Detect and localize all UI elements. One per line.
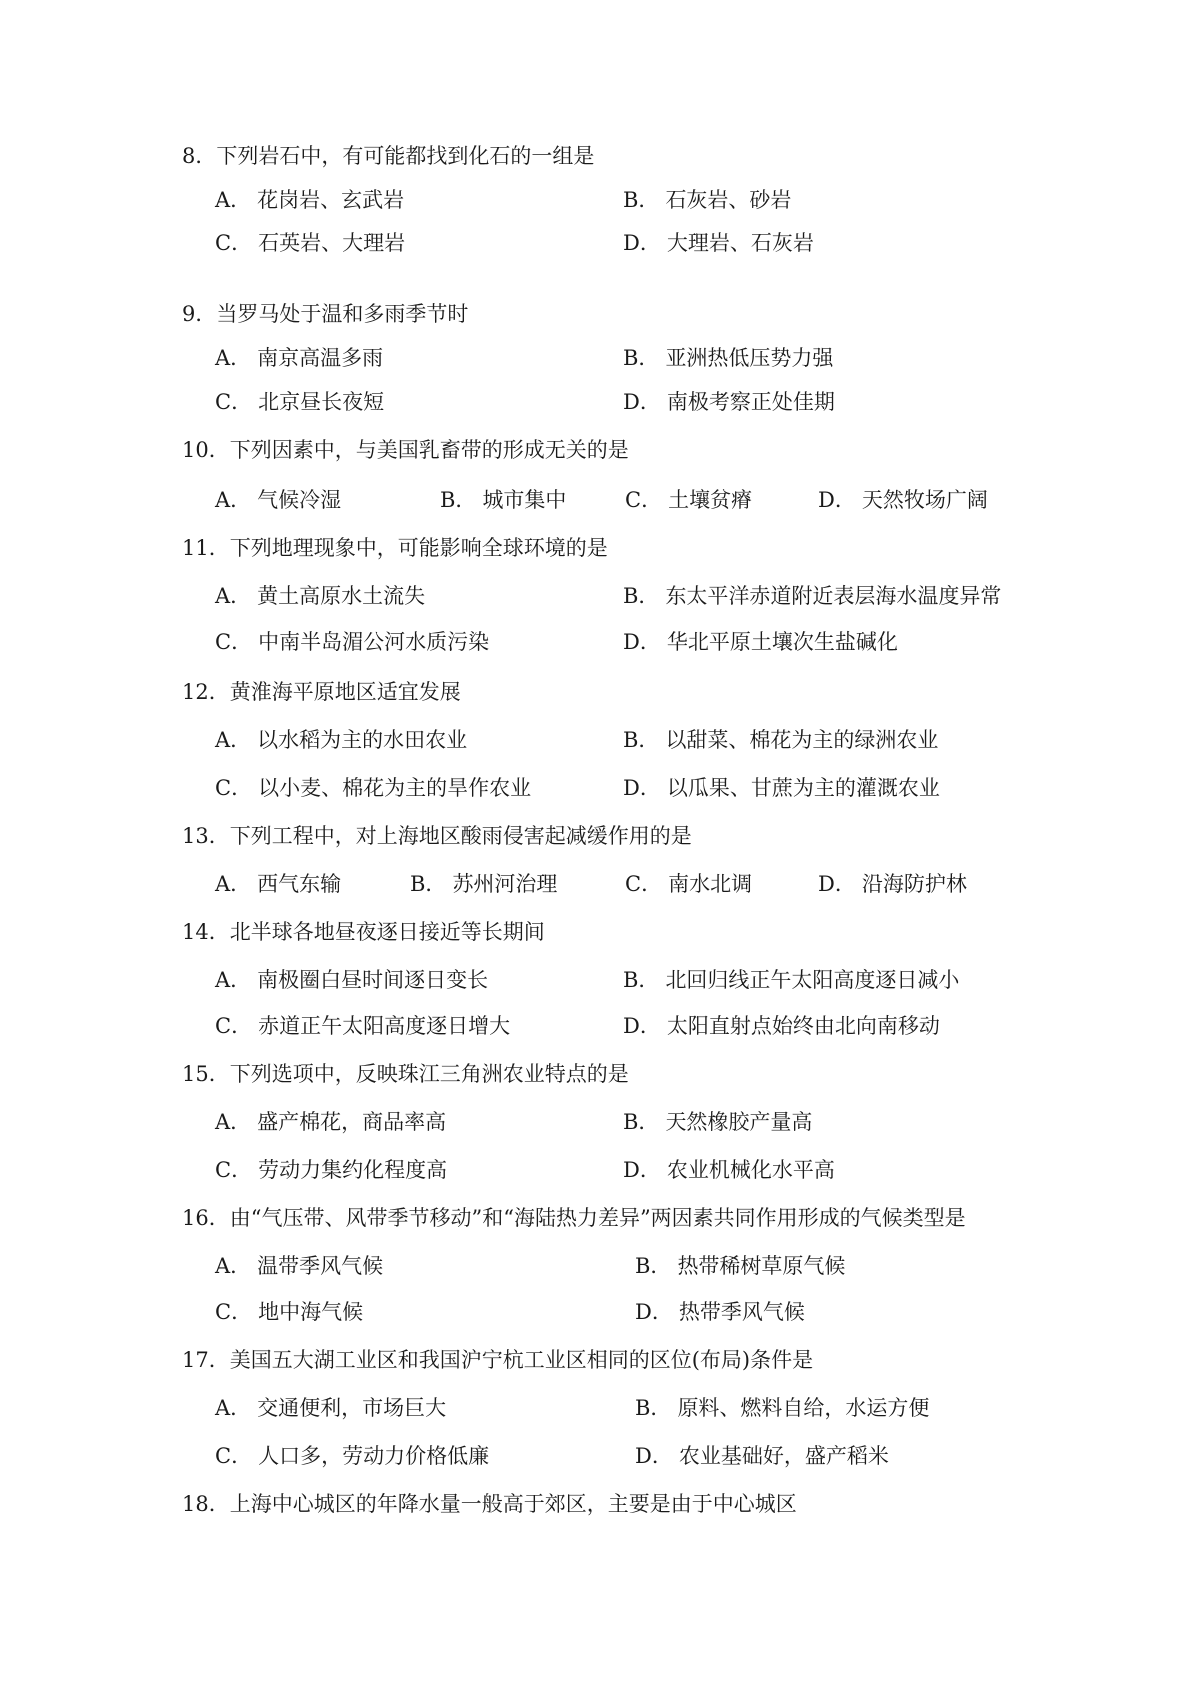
option-label: A．	[215, 488, 252, 512]
question-number: 14．	[182, 920, 230, 944]
question-number: 13．	[182, 824, 230, 848]
option-label: A．	[215, 968, 252, 992]
option-label: A．	[215, 584, 252, 608]
option-text: 大理岩、石灰岩	[666, 231, 814, 255]
option-14c	[215, 1012, 510, 1040]
question-11	[182, 534, 608, 562]
option-text: 太阳直射点始终由北向南移动	[666, 1014, 940, 1038]
question-10	[182, 436, 629, 464]
option-text: 气候冷湿	[257, 488, 342, 512]
option-12c	[215, 774, 531, 802]
option-10d	[818, 486, 988, 514]
option-label: A．	[215, 1396, 252, 1420]
option-10a	[215, 486, 341, 514]
option-13d	[818, 870, 967, 898]
option-text: 以瓜果、甘蔗为主的灌溉农业	[666, 776, 940, 800]
option-label: D．	[818, 872, 856, 896]
option-label: A．	[215, 728, 252, 752]
option-17a	[215, 1394, 446, 1422]
option-text: 以甜菜、棉花为主的绿洲农业	[665, 728, 939, 752]
option-10c	[625, 486, 752, 514]
option-text: 西气东输	[257, 872, 342, 896]
question-stem: 下列岩石中，有可能都找到化石的一组是	[216, 144, 595, 168]
option-16b	[635, 1252, 845, 1280]
question-stem: 当罗马处于温和多雨季节时	[216, 302, 469, 326]
question-8	[182, 142, 594, 170]
option-label: D．	[818, 488, 856, 512]
option-text: 南水北调	[668, 872, 753, 896]
option-label: C．	[215, 1444, 253, 1468]
option-label: D．	[623, 231, 661, 255]
option-text: 中南半岛湄公河水质污染	[258, 630, 490, 654]
question-13	[182, 822, 692, 850]
option-14d	[623, 1012, 940, 1040]
question-14	[182, 918, 545, 946]
option-11b	[623, 582, 1001, 610]
option-text: 劳动力集约化程度高	[258, 1158, 448, 1182]
option-text: 热带季风气候	[678, 1300, 805, 1324]
option-label: C．	[215, 1158, 253, 1182]
option-14a	[215, 966, 488, 994]
option-text: 沿海防护林	[861, 872, 967, 896]
option-label: D．	[623, 776, 661, 800]
option-text: 石灰岩、砂岩	[665, 188, 792, 212]
option-text: 黄土高原水土流失	[257, 584, 426, 608]
option-label: B．	[440, 488, 477, 512]
option-8c	[215, 229, 405, 257]
option-text: 以小麦、棉花为主的旱作农业	[258, 776, 532, 800]
question-18	[182, 1490, 797, 1518]
option-15a	[215, 1108, 446, 1136]
option-14b	[623, 966, 959, 994]
option-label: B．	[623, 346, 660, 370]
question-number: 18．	[182, 1492, 230, 1516]
option-text: 华北平原土壤次生盐碱化	[666, 630, 898, 654]
option-label: B．	[623, 728, 660, 752]
option-text: 苏州河治理	[452, 872, 558, 896]
option-11a	[215, 582, 425, 610]
option-13a	[215, 870, 341, 898]
option-label: C．	[215, 231, 253, 255]
option-text: 土壤贫瘠	[668, 488, 753, 512]
option-label: D．	[623, 1014, 661, 1038]
option-text: 交通便利，市场巨大	[257, 1396, 447, 1420]
question-stem: 北半球各地昼夜逐日接近等长期间	[229, 920, 545, 944]
option-11d	[623, 628, 898, 656]
option-label: C．	[215, 390, 253, 414]
option-text: 天然橡胶产量高	[665, 1110, 813, 1134]
option-label: A．	[215, 346, 252, 370]
option-text: 原料、燃料自给，水运方便	[677, 1396, 930, 1420]
option-label: B．	[623, 188, 660, 212]
option-15b	[623, 1108, 812, 1136]
option-16c	[215, 1298, 363, 1326]
option-10b	[440, 486, 566, 514]
option-label: A．	[215, 1254, 252, 1278]
option-label: B．	[623, 1110, 660, 1134]
option-label: D．	[635, 1444, 673, 1468]
option-text: 城市集中	[482, 488, 567, 512]
option-text: 人口多，劳动力价格低廉	[258, 1444, 490, 1468]
question-number: 11．	[182, 536, 230, 560]
question-9	[182, 300, 468, 328]
question-stem: 由“气压带、风带季节移动”和“海陆热力差异”两因素共同作用形成的气候类型是	[229, 1206, 966, 1230]
option-8a	[215, 186, 404, 214]
option-text: 农业基础好，盛产稻米	[678, 1444, 889, 1468]
option-17b	[635, 1394, 929, 1422]
option-text: 南极圈白昼时间逐日变长	[257, 968, 489, 992]
option-8b	[623, 186, 791, 214]
option-17c	[215, 1442, 489, 1470]
option-15c	[215, 1156, 447, 1184]
question-stem: 下列地理现象中，可能影响全球环境的是	[229, 536, 608, 560]
option-text: 农业机械化水平高	[666, 1158, 835, 1182]
option-9c	[215, 388, 384, 416]
option-label: C．	[215, 1300, 253, 1324]
option-9a	[215, 344, 383, 372]
option-text: 赤道正午太阳高度逐日增大	[258, 1014, 511, 1038]
question-number: 8．	[182, 144, 217, 168]
option-label: D．	[623, 1158, 661, 1182]
option-label: D．	[623, 630, 661, 654]
question-12	[182, 678, 461, 706]
option-label: B．	[623, 968, 660, 992]
option-12b	[623, 726, 938, 754]
option-text: 以水稻为主的水田农业	[257, 728, 468, 752]
question-15	[182, 1060, 629, 1088]
option-label: B．	[635, 1254, 672, 1278]
option-15d	[623, 1156, 835, 1184]
option-12d	[623, 774, 940, 802]
option-12a	[215, 726, 467, 754]
option-8d	[623, 229, 814, 257]
option-16d	[635, 1298, 805, 1326]
option-label: A．	[215, 872, 252, 896]
option-label: B．	[635, 1396, 672, 1420]
question-number: 17．	[182, 1348, 230, 1372]
option-label: B．	[410, 872, 447, 896]
option-13b	[410, 870, 557, 898]
question-stem: 美国五大湖工业区和我国沪宁杭工业区相同的区位(布局)条件是	[229, 1348, 814, 1372]
option-16a	[215, 1252, 383, 1280]
option-9b	[623, 344, 833, 372]
option-11c	[215, 628, 489, 656]
option-text: 花岗岩、玄武岩	[257, 188, 405, 212]
option-label: C．	[625, 488, 663, 512]
option-text: 北回归线正午太阳高度逐日减小	[665, 968, 960, 992]
option-text: 东太平洋赤道附近表层海水温度异常	[665, 584, 1002, 608]
option-text: 地中海气候	[258, 1300, 364, 1324]
question-number: 12．	[182, 680, 230, 704]
option-text: 天然牧场广阔	[861, 488, 988, 512]
option-text: 热带稀树草原气候	[677, 1254, 846, 1278]
option-text: 南极考察正处佳期	[666, 390, 835, 414]
option-label: A．	[215, 1110, 252, 1134]
option-text: 北京昼长夜短	[258, 390, 385, 414]
question-17	[182, 1346, 813, 1374]
option-label: C．	[215, 776, 253, 800]
question-stem: 黄淮海平原地区适宜发展	[229, 680, 461, 704]
option-label: D．	[623, 390, 661, 414]
question-stem: 下列选项中，反映珠江三角洲农业特点的是	[229, 1062, 629, 1086]
question-stem: 下列工程中，对上海地区酸雨侵害起减缓作用的是	[229, 824, 692, 848]
option-label: A．	[215, 188, 252, 212]
option-9d	[623, 388, 835, 416]
question-stem: 上海中心城区的年降水量一般高于郊区，主要是由于中心城区	[229, 1492, 797, 1516]
option-label: D．	[635, 1300, 673, 1324]
question-stem: 下列因素中，与美国乳畜带的形成无关的是	[229, 438, 629, 462]
option-label: C．	[215, 630, 253, 654]
question-number: 15．	[182, 1062, 230, 1086]
question-number: 16．	[182, 1206, 230, 1230]
option-17d	[635, 1442, 889, 1470]
option-text: 亚洲热低压势力强	[665, 346, 834, 370]
question-number: 10．	[182, 438, 230, 462]
question-16	[182, 1204, 966, 1232]
option-label: C．	[215, 1014, 253, 1038]
option-label: C．	[625, 872, 663, 896]
option-text: 南京高温多雨	[257, 346, 384, 370]
option-text: 石英岩、大理岩	[258, 231, 406, 255]
option-label: B．	[623, 584, 660, 608]
option-text: 盛产棉花，商品率高	[257, 1110, 447, 1134]
option-text: 温带季风气候	[257, 1254, 384, 1278]
question-number: 9．	[182, 302, 217, 326]
option-13c	[625, 870, 752, 898]
